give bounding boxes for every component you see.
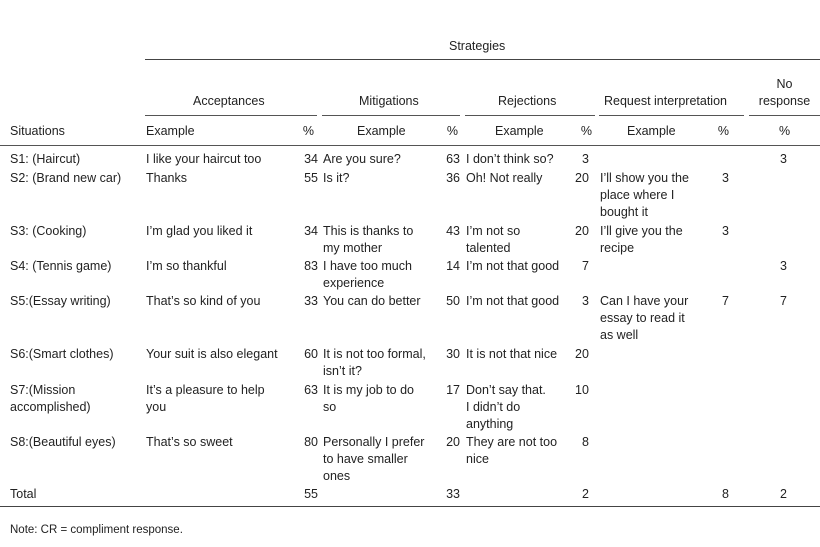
situation-cell: S5:(Essay writing) xyxy=(10,294,111,308)
mitigation-example: Is it? xyxy=(323,171,350,185)
top-rule xyxy=(145,59,820,60)
no-response-rule xyxy=(749,115,820,116)
rejection-percent: 10 xyxy=(575,383,589,397)
situation-cell: S8:(Beautiful eyes) xyxy=(10,435,116,449)
rejections-example-header: Example xyxy=(495,124,544,138)
total-acceptance-percent: 55 xyxy=(304,487,318,501)
acceptance-percent: 83 xyxy=(304,259,318,273)
request-rule xyxy=(599,115,744,116)
rejection-example: Don’t say that. I didn’t do anything xyxy=(466,383,546,431)
situation-cell: S4: (Tennis game) xyxy=(10,259,112,273)
rejection-percent: 20 xyxy=(575,224,589,238)
rejection-example: Oh! Not really xyxy=(466,171,543,185)
rejection-example: It is not that nice xyxy=(466,347,558,361)
mitigation-percent: 63 xyxy=(446,152,460,166)
mitigation-example: Are you sure? xyxy=(323,152,401,166)
acceptance-example: Your suit is also elegant xyxy=(146,347,278,361)
mitigation-example: It is not too formal, isn’t it? xyxy=(323,347,426,378)
no-response-percent: 3 xyxy=(780,152,787,166)
mitigation-example: You can do better xyxy=(323,294,421,308)
strategies-heading: Strategies xyxy=(449,39,506,53)
request-example: Can I have your essay to read it as well xyxy=(600,294,689,342)
total-mitigation-percent: 33 xyxy=(446,487,460,501)
mitigations-rule xyxy=(322,115,460,116)
acceptance-example: Thanks xyxy=(146,171,187,185)
request-example-header: Example xyxy=(627,124,676,138)
request-interpretation-heading: Request interpretation xyxy=(604,94,727,108)
mitigation-percent: 17 xyxy=(446,383,460,397)
acceptance-percent: 33 xyxy=(304,294,318,308)
acceptances-example-header: Example xyxy=(146,124,195,138)
situation-cell: S7:(Mission accomplished) xyxy=(10,383,91,414)
mitigation-example: Personally I prefer to have smaller ones xyxy=(323,435,425,483)
mitigation-percent: 30 xyxy=(446,347,460,361)
mitigations-example-header: Example xyxy=(357,124,406,138)
request-percent: 3 xyxy=(722,224,729,238)
situations-column-header: Situations xyxy=(10,124,65,138)
acceptance-percent: 60 xyxy=(304,347,318,361)
acceptance-example: It’s a pleasure to help you xyxy=(146,383,265,414)
mitigation-percent: 50 xyxy=(446,294,460,308)
mitigation-percent: 43 xyxy=(446,224,460,238)
acceptances-heading: Acceptances xyxy=(193,94,265,108)
rejections-rule xyxy=(465,115,595,116)
mitigations-heading: Mitigations xyxy=(359,94,419,108)
acceptance-example: That’s so kind of you xyxy=(146,294,261,308)
mitigation-example: This is thanks to my mother xyxy=(323,224,414,255)
rejection-percent: 20 xyxy=(575,171,589,185)
acceptance-percent: 80 xyxy=(304,435,318,449)
rejection-example: I’m not so talented xyxy=(466,224,521,255)
rejection-percent: 8 xyxy=(582,435,589,449)
total-request-percent: 8 xyxy=(722,487,729,501)
situation-cell: S3: (Cooking) xyxy=(10,224,87,238)
no-response-percent: 3 xyxy=(780,259,787,273)
rejection-example: I’m not that good xyxy=(466,294,560,308)
total-no-response-percent: 2 xyxy=(780,487,787,501)
rejections-percent-header: % xyxy=(580,124,592,138)
acceptance-example: I’m so thankful xyxy=(146,259,227,273)
rejection-percent: 20 xyxy=(575,347,589,361)
request-percent-header: % xyxy=(717,124,729,138)
acceptance-example: I’m glad you liked it xyxy=(146,224,253,238)
no-response-percent-header: % xyxy=(778,124,791,138)
acceptances-percent-header: % xyxy=(302,124,314,138)
situation-cell: S6:(Smart clothes) xyxy=(10,347,114,361)
table-note: Note: CR = compliment response. xyxy=(10,524,183,536)
rejection-example: I’m not that good xyxy=(466,259,560,273)
no-response-heading: No response xyxy=(758,77,811,108)
acceptances-rule xyxy=(145,115,317,116)
total-label: Total xyxy=(10,487,37,501)
rejection-percent: 7 xyxy=(582,259,589,273)
mitigations-percent-header: % xyxy=(446,124,458,138)
situation-cell: S2: (Brand new car) xyxy=(10,171,122,185)
mitigation-example: I have too much experience xyxy=(323,259,412,290)
mitigation-percent: 20 xyxy=(446,435,460,449)
table-bottom-rule xyxy=(0,506,820,507)
header-bottom-rule xyxy=(0,145,820,146)
situation-cell: S1: (Haircut) xyxy=(10,152,81,166)
mitigation-percent: 14 xyxy=(446,259,460,273)
mitigation-percent: 36 xyxy=(446,171,460,185)
rejection-example: They are not too nice xyxy=(466,435,558,466)
request-example: I’ll give you the recipe xyxy=(600,224,683,255)
rejection-percent: 3 xyxy=(582,152,589,166)
acceptance-percent: 55 xyxy=(304,171,318,185)
no-response-percent: 7 xyxy=(780,294,787,308)
request-example: I’ll show you the place where I bought it xyxy=(600,171,689,219)
acceptance-percent: 63 xyxy=(304,383,318,397)
rejections-heading: Rejections xyxy=(498,94,557,108)
request-percent: 7 xyxy=(722,294,729,308)
request-percent: 3 xyxy=(722,171,729,185)
rejection-percent: 3 xyxy=(582,294,589,308)
acceptance-percent: 34 xyxy=(304,224,318,238)
rejection-example: I don’t think so? xyxy=(466,152,554,166)
acceptance-example: I like your haircut too xyxy=(146,152,262,166)
acceptance-example: That’s so sweet xyxy=(146,435,233,449)
mitigation-example: It is my job to do so xyxy=(323,383,415,414)
total-rejection-percent: 2 xyxy=(582,487,589,501)
acceptance-percent: 34 xyxy=(304,152,318,166)
